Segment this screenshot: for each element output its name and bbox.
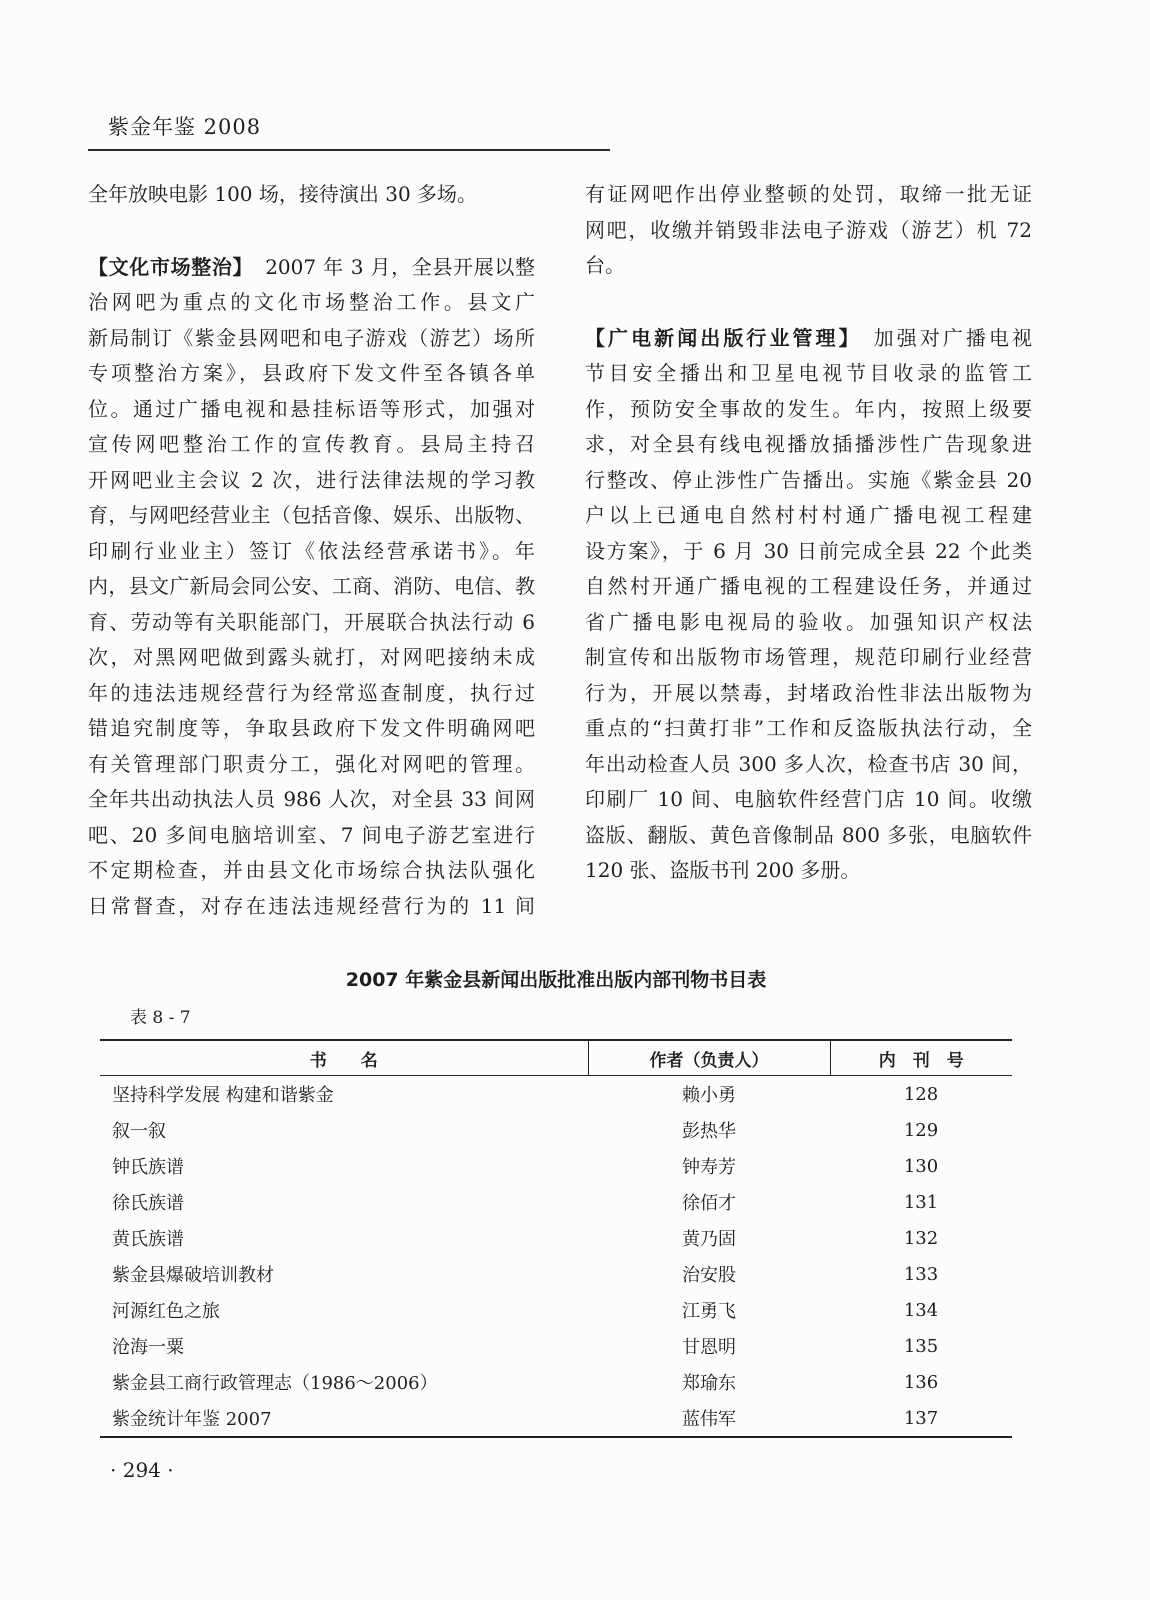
text-line: 自然村开通广播电视的工程建设任务，并通过 bbox=[585, 574, 1032, 598]
cell-author: 赖小勇 bbox=[682, 1085, 736, 1106]
text-line: 全年共出动执法人员 986 人次，对全县 33 间网 bbox=[88, 787, 535, 811]
text-line: 吧、20 多间电脑培训室、7 间电子游艺室进行 bbox=[88, 822, 535, 847]
cell-author: 钟寿芳 bbox=[682, 1157, 736, 1178]
table-row bbox=[100, 1292, 1012, 1328]
right-column bbox=[585, 177, 1032, 889]
text-line: 户以上已通电自然村村村通广播电视工程建 bbox=[585, 503, 1032, 527]
text-line: 专项整治方案》，县政府下发文件至各镇各单 bbox=[88, 361, 535, 385]
text-line: 行为，开展以禁毒，封堵政治性非法出版物为 bbox=[585, 680, 1032, 705]
text-line: 错追究制度等，争取县政府下发文件明确网吧 bbox=[88, 716, 535, 740]
table-row bbox=[100, 1148, 1012, 1184]
publication-table bbox=[100, 1039, 1012, 1438]
cell-number: 136 bbox=[903, 1371, 939, 1393]
text-line bbox=[585, 321, 1032, 357]
paragraph-culture-market bbox=[88, 250, 535, 925]
table-row bbox=[100, 1112, 1012, 1148]
cell-author: 治安股 bbox=[682, 1265, 736, 1286]
text-line: 有证网吧作出停业整顿的处罚，取缔一批无证 bbox=[585, 182, 1032, 206]
text-run: 加强对广播电视 bbox=[873, 325, 1033, 350]
text-line: 省广播电影电视局的验收。加强知识产权法 bbox=[585, 609, 1032, 634]
text-line: 不定期检查，并由县文化市场综合执法队强化 bbox=[88, 858, 535, 882]
text-line: 求，对全县有线电视播放插播涉性广告现象进 bbox=[585, 432, 1032, 456]
cell-number: 134 bbox=[903, 1299, 939, 1321]
text-line: 治网吧为重点的文化市场整治工作。县文广 bbox=[88, 290, 535, 314]
table-title: 2007 年紫金县新闻出版批准出版内部刊物书目表 bbox=[345, 969, 767, 991]
table-row bbox=[100, 1256, 1012, 1292]
cell-author: 黄乃固 bbox=[682, 1229, 736, 1250]
section-heading: 【文化市场整治】 bbox=[88, 254, 254, 279]
text-line: 台。 bbox=[585, 253, 625, 277]
section-heading: 【广电新闻出版行业管理】 bbox=[585, 325, 862, 350]
table-row bbox=[100, 1220, 1012, 1256]
cell-author: 江勇飞 bbox=[682, 1301, 736, 1322]
cell-author: 蓝伟军 bbox=[682, 1409, 736, 1430]
cell-number: 137 bbox=[903, 1407, 939, 1429]
text-line: 全年放映电影 100 场，接待演出 30 多场。 bbox=[88, 182, 478, 206]
table-label: 表 8 - 7 bbox=[130, 1008, 191, 1028]
cell-author: 彭热华 bbox=[682, 1121, 736, 1142]
text-line bbox=[88, 250, 535, 286]
text-line: 位。通过广播电视和悬挂标语等形式，加强对 bbox=[88, 396, 535, 421]
table-row bbox=[100, 1364, 1012, 1400]
text-line: 重点的“扫黄打非”工作和反盗版执法行动，全 bbox=[585, 716, 1032, 740]
running-title: 紫金年鉴 2008 bbox=[108, 115, 262, 139]
text-line: 盗版、翻版、黄色音像制品 800 多张，电脑软件 bbox=[585, 822, 1032, 847]
cell-number: 128 bbox=[903, 1083, 939, 1105]
table-row bbox=[100, 1076, 1012, 1113]
text-line: 行整改、停止涉性广告播出。实施《紫金县 20 bbox=[585, 467, 1032, 492]
text-line: 宣传网吧整治工作的宣传教育。县局主持召 bbox=[88, 432, 535, 456]
header-number: 内 刊 号 bbox=[830, 1040, 1012, 1076]
text-line: 制宣传和出版物市场管理，规范印刷行业经营 bbox=[585, 645, 1032, 669]
header-rule bbox=[88, 149, 610, 151]
cell-title: 紫金县爆破培训教材 bbox=[112, 1265, 274, 1286]
text-line: 节目安全播出和卫星电视节目收录的监管工 bbox=[585, 361, 1032, 385]
text-line: 年的违法违规经营行为经常巡查制度，执行过 bbox=[88, 680, 535, 705]
table-row bbox=[100, 1184, 1012, 1220]
cell-number: 132 bbox=[903, 1227, 939, 1249]
text-line: 印刷厂 10 间、电脑软件经营门店 10 间。收缴 bbox=[585, 787, 1032, 811]
paragraph-broadcast-press bbox=[585, 321, 1032, 889]
cell-number: 131 bbox=[903, 1191, 939, 1213]
cell-title: 沧海一粟 bbox=[112, 1337, 184, 1358]
text-line: 次，对黑网吧做到露头就打，对网吧接纳未成 bbox=[88, 645, 535, 669]
text-line: 120 张、盗版书刊 200 多册。 bbox=[585, 858, 861, 882]
cell-title: 钟氏族谱 bbox=[112, 1157, 184, 1178]
text-line: 网吧，收缴并销毁非法电子游戏（游艺）机 72 bbox=[585, 217, 1032, 242]
paragraph bbox=[585, 177, 1032, 284]
text-line: 年出动检查人员 300 多人次，检查书店 30 间， bbox=[585, 751, 1032, 776]
table-row bbox=[100, 1400, 1012, 1437]
table-row bbox=[100, 1328, 1012, 1364]
text-line: 有关管理部门职责分工，强化对网吧的管理。 bbox=[88, 751, 535, 776]
paragraph bbox=[88, 177, 535, 213]
cell-author: 甘恩明 bbox=[682, 1337, 736, 1358]
text-run: 2007 年 3 月，全县开展以整 bbox=[265, 254, 536, 279]
cell-number: 133 bbox=[903, 1263, 939, 1285]
text-line: 印刷行业业主）签订《依法经营承诺书》。年 bbox=[88, 538, 535, 563]
cell-title: 紫金统计年鉴 2007 bbox=[112, 1409, 272, 1430]
text-line: 育，与网吧经营业主（包括音像、娱乐、出版物、 bbox=[88, 503, 535, 527]
header-title: 书 名 bbox=[100, 1040, 588, 1076]
cell-title: 黄氏族谱 bbox=[112, 1229, 184, 1250]
cell-title: 叙一叙 bbox=[112, 1121, 166, 1142]
table-header-row bbox=[100, 1040, 1012, 1076]
text-line: 设方案》，于 6 月 30 日前完成全县 22 个此类 bbox=[585, 538, 1032, 563]
left-column bbox=[88, 177, 535, 924]
text-line: 育、劳动等有关职能部门，开展联合执法行动 6 bbox=[88, 609, 535, 634]
text-line: 开网吧业主会议 2 次，进行法律法规的学习教 bbox=[88, 467, 535, 492]
text-line: 日常督查，对存在违法违规经营行为的 11 间 bbox=[88, 893, 535, 918]
cell-author: 郑瑜东 bbox=[682, 1373, 736, 1394]
cell-number: 130 bbox=[903, 1155, 939, 1177]
text-line: 新局制订《紫金县网吧和电子游戏（游艺）场所 bbox=[88, 325, 535, 350]
header-author: 作者（负责人） bbox=[588, 1040, 830, 1076]
cell-number: 129 bbox=[903, 1119, 939, 1141]
text-line: 作，预防安全事故的发生。年内，按照上级要 bbox=[585, 396, 1032, 421]
cell-title: 河源红色之旅 bbox=[112, 1301, 220, 1322]
cell-title: 坚持科学发展 构建和谐紫金 bbox=[112, 1085, 334, 1106]
text-line: 内，县文广新局会同公安、工商、消防、电信、教 bbox=[88, 574, 535, 598]
cell-author: 徐佰才 bbox=[682, 1193, 736, 1214]
cell-title: 徐氏族谱 bbox=[112, 1193, 184, 1214]
cell-number: 135 bbox=[903, 1335, 939, 1357]
cell-title: 紫金县工商行政管理志（1986～2006） bbox=[112, 1373, 438, 1394]
page-number: · 294 · bbox=[110, 1458, 174, 1482]
